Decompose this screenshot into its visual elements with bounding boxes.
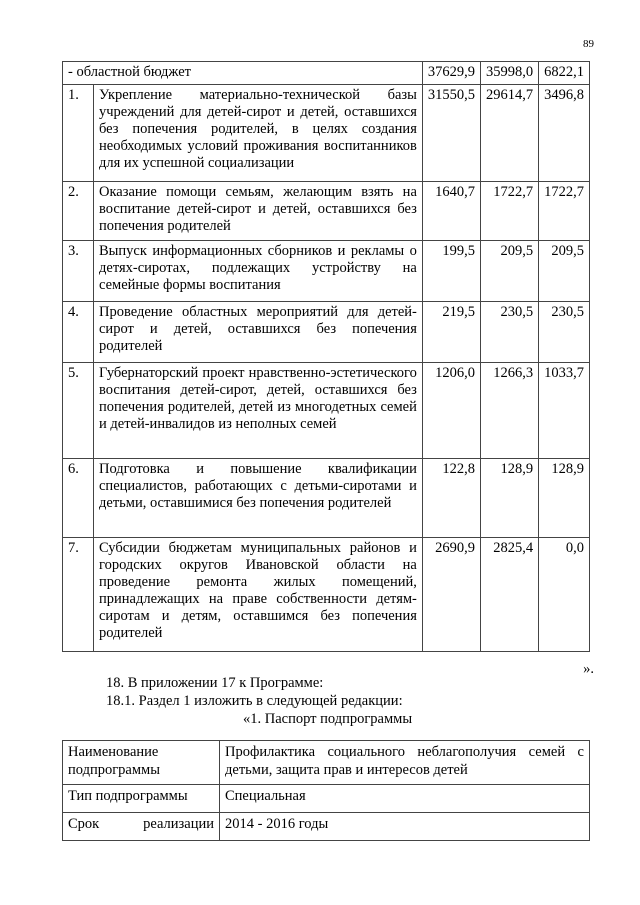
row-number: 3. (63, 241, 94, 302)
table-row (63, 785, 590, 813)
subprogram-passport-table (62, 740, 590, 841)
table-row (63, 538, 590, 652)
row-number: 1. (63, 85, 94, 182)
cell-value: 1206,0 (422, 363, 480, 459)
row-description: Выпуск информационных сборников и рекламы о детях-сиротах, подлежащих устройству на семейные формы воспитания (94, 241, 423, 302)
passport-label: Наименование подпрограммы (63, 741, 220, 785)
row-number: 2. (63, 182, 94, 241)
passport-label (63, 813, 220, 841)
cell-value: 0,0 (539, 538, 590, 652)
regional-budget-label: - областной бюджет (63, 62, 423, 85)
row-description: Субсидии бюджетам муниципальных районов и городских округов Ивановской области на проведение ремонта жилых помещений, принадлежащих на праве собственности детям-сиротам и детям, оставшимся без попечения родителей (94, 538, 423, 652)
table-row (63, 813, 590, 841)
table-row (63, 62, 590, 85)
cell-value: 219,5 (422, 302, 480, 363)
subprogram-heading: «1. Паспорт подпрограммы (243, 711, 413, 727)
cell-value: 1266,3 (481, 363, 539, 459)
row-number: 5. (63, 363, 94, 459)
cell-value: 128,9 (481, 459, 539, 538)
closing-quote: ». (583, 661, 594, 677)
row-description: Губернаторский проект нравственно-эстетического воспитания детей-сирот, детей, оставшихся без попечения родителей, детей из многодетных семей и детей-инвалидов из неполных семей (94, 363, 423, 459)
cell-value: 2825,4 (481, 538, 539, 652)
cell-value: 2690,9 (422, 538, 480, 652)
passport-value: Профилактика социального неблагополучия семей с детьми, защита прав и интересов детей (220, 741, 590, 785)
row-number: 4. (63, 302, 94, 363)
paragraph-section-1: 18.1. Раздел 1 изложить в следующей редакции: (106, 693, 403, 709)
cell-value: 128,9 (539, 459, 590, 538)
table-row (63, 302, 590, 363)
cell-value: 1640,7 (422, 182, 480, 241)
table-row (63, 241, 590, 302)
paragraph-appendix-17: 18. В приложении 17 к Программе: (106, 675, 324, 691)
cell-value: 29614,7 (481, 85, 539, 182)
passport-value: Специальная (220, 785, 590, 813)
cell-value: 199,5 (422, 241, 480, 302)
cell-value: 6822,1 (539, 62, 590, 85)
passport-value: 2014 - 2016 годы (220, 813, 590, 841)
row-number: 6. (63, 459, 94, 538)
page-number: 89 (583, 38, 594, 50)
table-row (63, 182, 590, 241)
cell-value: 1033,7 (539, 363, 590, 459)
budget-table (62, 61, 590, 652)
table-row (63, 459, 590, 538)
cell-value: 31550,5 (422, 85, 480, 182)
row-description: Оказание помощи семьям, желающим взять на воспитание детей-сирот и детей, оставшихся без попечения родителей (94, 182, 423, 241)
cell-value: 230,5 (539, 302, 590, 363)
table-row (63, 363, 590, 459)
row-description: Проведение областных мероприятий для детей-сирот и детей, оставшихся без попечения родителей (94, 302, 423, 363)
table-row (63, 85, 590, 182)
table-row (63, 741, 590, 785)
cell-value: 209,5 (481, 241, 539, 302)
passport-label-word: реализации (143, 816, 214, 832)
cell-value: 1722,7 (481, 182, 539, 241)
passport-label-word: Срок (68, 816, 100, 832)
cell-value: 1722,7 (539, 182, 590, 241)
cell-value: 37629,9 (422, 62, 480, 85)
cell-value: 122,8 (422, 459, 480, 538)
cell-value: 209,5 (539, 241, 590, 302)
cell-value: 35998,0 (481, 62, 539, 85)
passport-label: Тип подпрограммы (63, 785, 220, 813)
row-description: Укрепление материально-технической базы учреждений для детей-сирот и детей, оставшихся без попечения родителей, в целях создания необходимых условий проживания воспитанников для их успешной социализации (94, 85, 423, 182)
row-number: 7. (63, 538, 94, 652)
cell-value: 3496,8 (539, 85, 590, 182)
cell-value: 230,5 (481, 302, 539, 363)
row-description: Подготовка и повышение квалификации специалистов, работающих с детьми-сиротами и детьми, оставшимися без попечения родителей (94, 459, 423, 538)
